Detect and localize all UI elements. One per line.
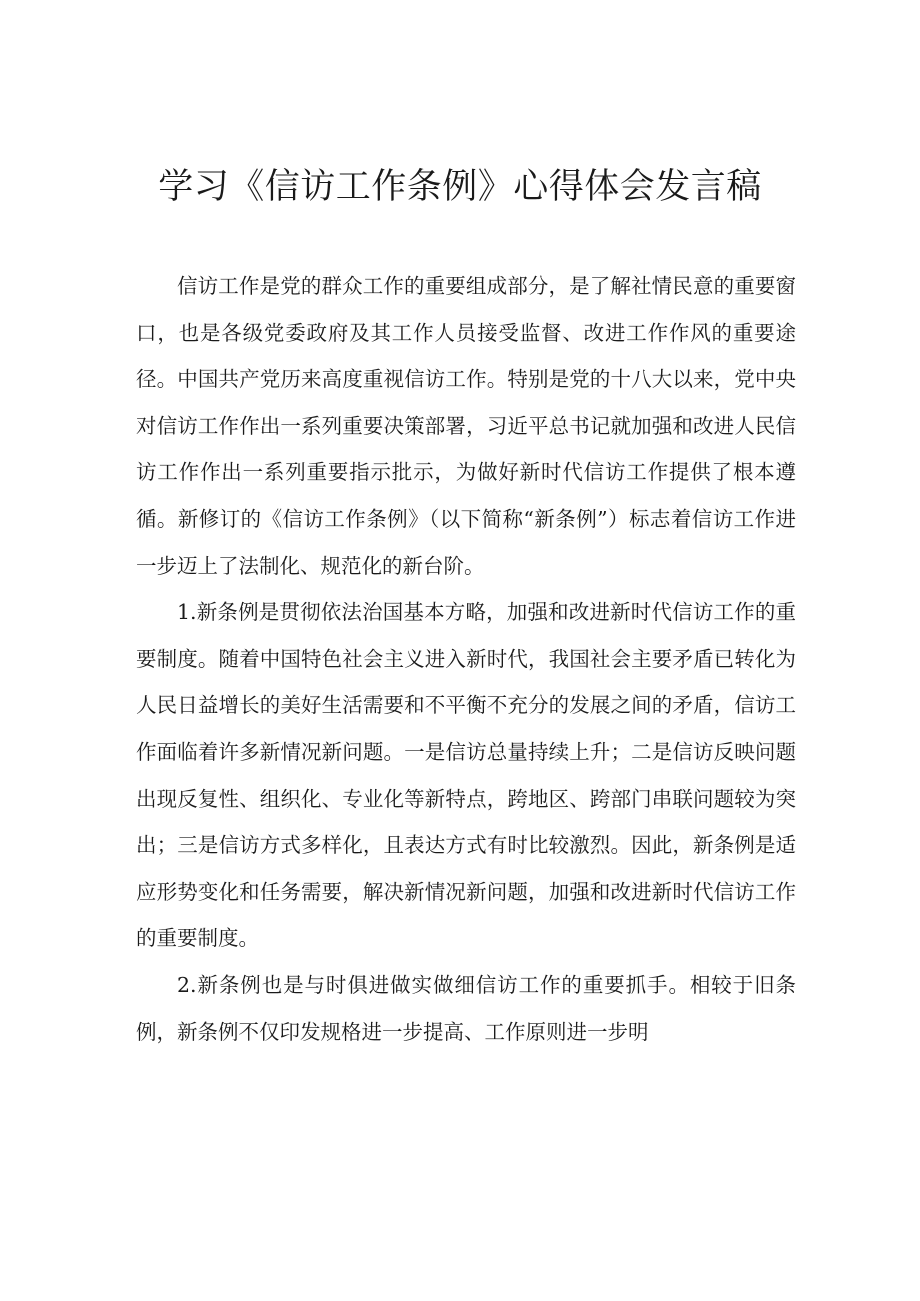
paragraph-point-1: 1.新条例是贯彻依法治国基本方略，加强和改进新时代信访工作的重要制度。随着中国特色社会主义进入新时代，我国社会主要矛盾已转化为人民日益增长的美好生活需要和不平衡不充分的发展之间的矛盾，信访工作面临着许多新情况新问题。一是信访总量持续上升；二是信访反映问题出现反复性、组织化、专业化等新特点，跨地区、跨部门串联问题较为突出；三是信访方式多样化，且表达方式有时比较激烈。因此，新条例是适应形势变化和任务需要，解决新情况新问题，加强和改进新时代信访工作的重要制度。: [136, 600, 796, 951]
document-title: 学习《信访工作条例》心得体会发言稿: [158, 167, 762, 207]
paragraph-intro: 信访工作是党的群众工作的重要组成部分，是了解社情民意的重要窗口，也是各级党委政府及其工作人员接受监督、改进工作作风的重要途径。中国共产党历来高度重视信访工作。特别是党的十八大以来，党中央对信访工作作出一系列重要决策部署，习近平总书记就加强和改进人民信访工作作出一系列重要指示批示，为做好新时代信访工作提供了根本遵循。新修订的《信访工作条例》（以下简称“新条例”）标志着信访工作进一步迈上了法制化、规范化的新台阶。: [136, 274, 796, 578]
document-body: [136, 263, 796, 1055]
paragraph-point-2: 2.新条例也是与时俱进做实做细信访工作的重要抓手。相较于旧条例，新条例不仅印发规格进一步提高、工作原则进一步明: [136, 972, 796, 1044]
